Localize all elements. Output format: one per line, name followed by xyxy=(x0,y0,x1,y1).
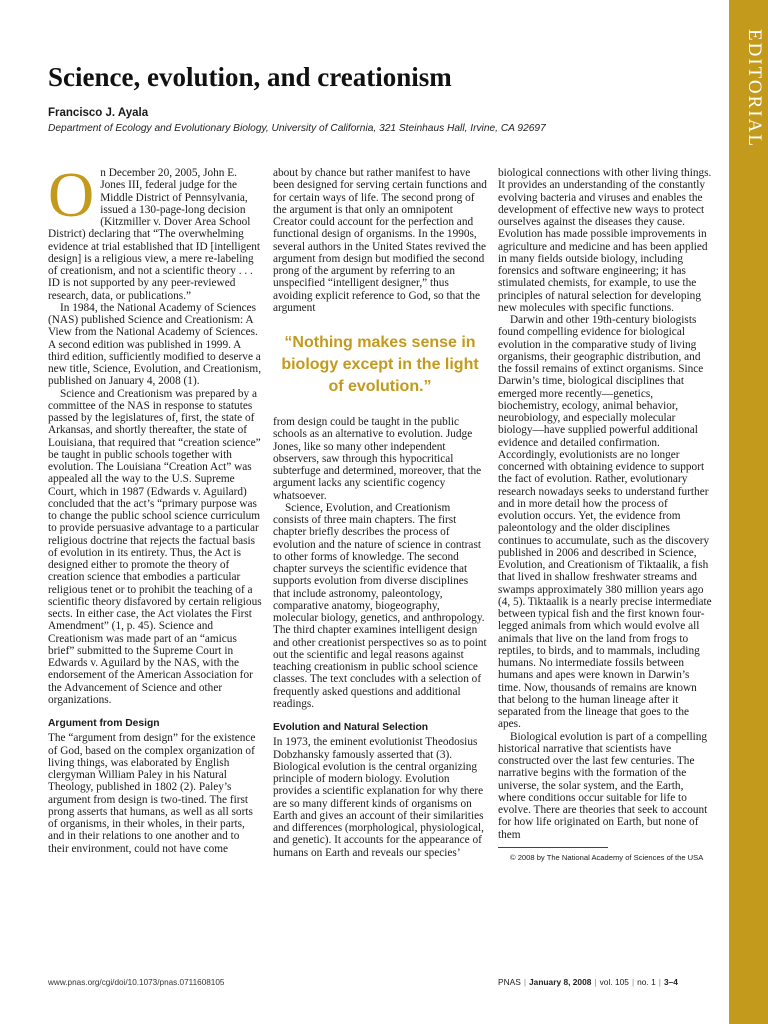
issue-date: January 8, 2008 xyxy=(529,977,592,987)
author-name: Francisco J. Ayala xyxy=(48,107,149,119)
paragraph: Darwin and other 19th-century biologists found compelling evidence for biological evolution in the comparative study of living organisms, their geographic distribution, and the fossil remains of extinct organisms. Since Darwin’s time, biological disciplines that emerged more recently—genetics, biochemistry, ecology, animal behavior, neurobiology, and especially molecular biology—have supplied powerful additional evidence and detailed confirmation. Accordingly, evolutionists are no longer concerned with obtaining evidence to support the fact of evolution. Rather, evolutionary research nowadays seeks to understand further and in more detail how the process of evolution occurs. Yet, the evidence from paleontology and the older disciplines continues to accumulate, such as the discovery published in 2006 and described in Science, Evolution, and Creationism of Tiktaalik, a fish that lived in shallow freshwater streams and swamps approximately 380 million years ago (4, 5). Tiktaalik is a nearly precise intermediate between typical fish and the first known four-legged animals from which would evolve all animals that live on the land from frogs to reptiles, to birds, and to mammals, including humans. No intermediate fossils between humans and apes were known in Darwin’s time. Now, thousands of remains are known that belong to the human lineage after it separated from the lineage that goes to the apes. xyxy=(498,314,712,731)
section-heading: Argument from Design xyxy=(48,718,160,729)
paragraph-text: n December 20, 2005, John E. Jones III, federal judge for the Middle District of Pennsylvania, issued a 130-page-long decision (Kitzmiller v. Dover Area School District) declaring that “The overwhelming evidence at trial established that ID [intelligent design] is a religious view, a mere re-labeling of creationism, and not a scientific theory . . . ID is not supported by any peer-reviewed research, data, or publications.” xyxy=(48,167,261,302)
footnote-rule xyxy=(498,847,608,848)
issue-number: no. 1 xyxy=(637,977,656,987)
page-range: 3–4 xyxy=(663,977,678,987)
paragraph: from design could be taught in the public schools as an alternative to evolution. Judge Jones, like so many other independent observers, saw through this hypocritical subterfuge and determined, moreover, that the argument lacks any scientific cogency whatsoever. xyxy=(273,416,482,502)
text-column-3 xyxy=(498,167,712,864)
copyright-notice: © 2008 by The National Academy of Sciences of the USA xyxy=(510,852,704,862)
paragraph: Biological evolution is part of a compelling historical narrative that scientists have constructed over the last few centuries. The narrative begins with the formation of the universe, the solar system, and the Earth, where conditions occur suitable for life to evolve. There are theories that seek to account for how life originated on Earth, but none of them xyxy=(498,730,708,841)
journal-name: PNAS xyxy=(498,977,521,987)
paragraph: In 1984, the National Academy of Sciences (NAS) published Science and Creationism: A View from the National Academy of Sciences. A second edition was published in 1999. A third edition, sufficiently modified to deserve a new title, Science, Evolution, and Creationism, published on January 4, 2008 (1). xyxy=(48,301,262,388)
paragraph: Science, Evolution, and Creationism consists of three main chapters. The first chapter briefly describes the process of evolution and the nature of science in contrast to other forms of knowledge. The second chapter surveys the scientific evidence that supports evolution from diverse disciplines that include astronomy, paleontology, comparative anatomy, biogeography, molecular biology, genetics, and anthropology. The third chapter examines intelligent design and other creationist perspectives so as to point out the scientific and legal reasons against teaching creationism in public school science classes. The text concludes with a selection of frequently asked questions and additional readings. xyxy=(273,501,487,710)
opening-paragraph xyxy=(48,159,262,302)
separator: | xyxy=(631,977,635,987)
separator: | xyxy=(594,977,597,987)
author-affiliation: Department of Ecology and Evolutionary Biology, University of California, 321 Steinhaus Hall, Irvine, CA 92697 xyxy=(48,123,546,134)
article-title: Science, evolution, and creationism xyxy=(48,62,452,92)
text-column-1 xyxy=(48,159,262,855)
paragraph: biological connections with other living things. It provides an understanding of the constantly evolving bacteria and viruses and enables the development of effective new ways to protect ourselves against the diseases they cause. Evolution has made possible improvements in agriculture and medicine and has been applied in many fields outside biology, including forensics and software engineering; it has stimulated chemists, for example, to use the principles of natural selection for developing new molecules with specific functions. xyxy=(498,167,712,314)
drop-cap: O xyxy=(48,159,95,230)
doi-link[interactable]: www.pnas.org/cgi/doi/10.1073/pnas.0711608105 xyxy=(48,978,225,987)
separator: | xyxy=(658,977,661,987)
volume: vol. 105 xyxy=(599,977,629,987)
section-label: EDITORIAL xyxy=(744,28,765,148)
paragraph: Science and Creationism was prepared by a committee of the NAS in response to statutes passed by the legislatures of, first, the state of Arkansas, and shortly thereafter, the state of Louisiana, that required that “creation science” be taught in public schools together with evolution. The Louisiana “Creation Act” was appealed all the way to the U.S. Supreme Court, which in 1987 (Edwards v. Aguilard) concluded that the act’s “primary purpose was to change the public school science curriculum to provide persuasive advantage to a particular religious doctrine that rejects the factual basis of evolution in its entirety. Thus, the Act is designed either to promote the theory of creation science that embodies a particular religious tenet or to prohibit the teaching of a scientific theory disfavored by certain religious sects. In either case, the Act violates the First Amendment” (1, p. 45). Science and Creationism was made part of an “amicus brief” submitted to the Supreme Court in Edwards v. Aguilard by the NAS, with the endorsement of the American Association for the Advancement of Science and other organizations. xyxy=(48,387,262,706)
section-heading: Evolution and Natural Selection xyxy=(273,722,429,733)
separator: | xyxy=(523,977,526,987)
paragraph: In 1973, the eminent evolutionist Theodosius Dobzhansky famously asserted that (3). Biological evolution is the central organizing principle of modern biology. Evolution provides a scientific explanation for why there are so many different kinds of organisms on Earth and gives an account of their similarities and differences (morphological, physiological, and genetic). It accounts for the appearance of humans on Earth and reveals our species’ xyxy=(273,736,484,859)
paragraph: about by chance but rather manifest to have been designed for serving certain functions and for certain ways of life. The second prong of the argument is that only an omnipotent Creator could account for the perfection and functional design of organisms. In the 1990s, several authors in the United States revived the argument from design but modified the second prong of the argument by referring to an unspecified “intelligent designer,” thus avoiding explicit reference to God, so that the argument xyxy=(273,167,487,314)
page-footer xyxy=(498,977,718,987)
text-column-2 xyxy=(273,167,487,859)
paragraph: The “argument from design” for the existence of God, based on the complex organization of living things, was elaborated by English clergyman William Paley in his Natural Theology, published in 1802 (2). Paley’s argument from design is two-tined. The first prong asserts that humans, as well as all sorts of organisms, in their wholes, in their parts, and in their relations to one another and to their environment, could not have come xyxy=(48,732,256,855)
pull-quote: “Nothing makes sense in biology except in the light of evolution.” xyxy=(281,334,479,395)
